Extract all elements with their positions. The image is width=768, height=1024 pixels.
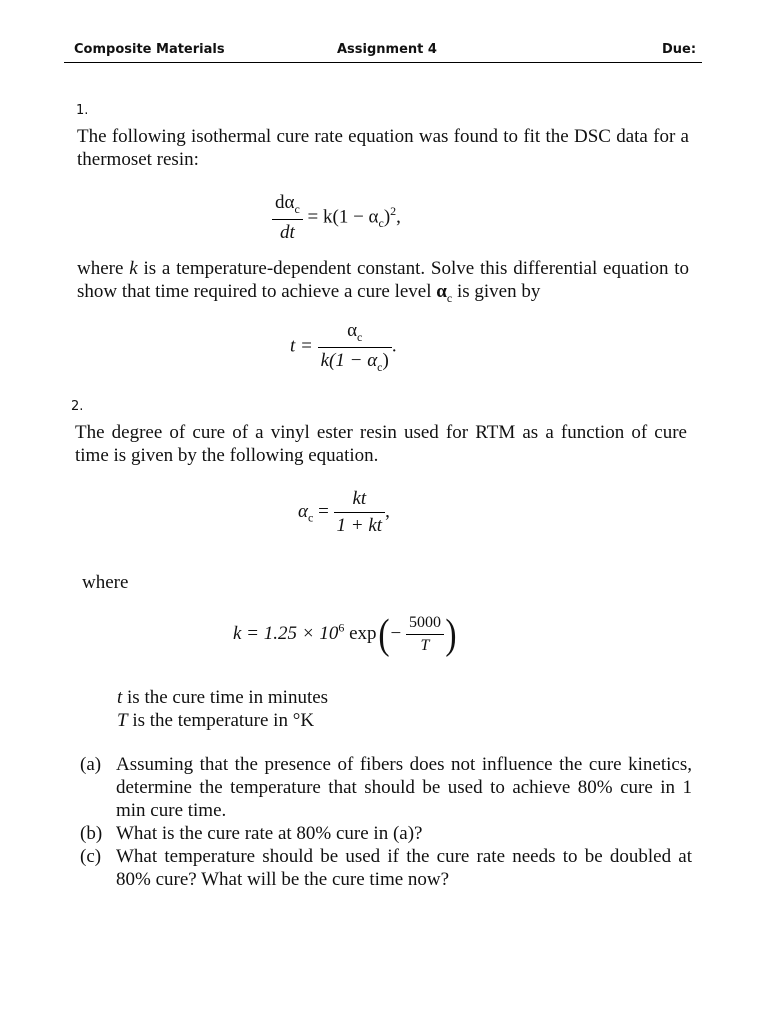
q2-eq2-den: T (420, 637, 430, 654)
q1-body-k: k (129, 258, 138, 279)
page-header (0, 42, 768, 62)
q2-cure-fraction (334, 488, 386, 537)
q1-body-alpha-sub: c (446, 290, 453, 305)
q1-eq1-end: , (396, 206, 401, 228)
q1-body-alpha: α (436, 281, 447, 302)
q1-time-equation (290, 320, 397, 375)
q1-rate-equation (272, 192, 401, 244)
q2-part-b-text: What is the cure rate at 80% cure in (a)? (116, 823, 423, 844)
q2-eq1-den: 1 + kt (336, 515, 383, 536)
assignment-title: Assignment 4 (337, 42, 437, 57)
q1-eq1-rhs-sup: 2 (390, 203, 397, 218)
q1-eq1-num-sub: c (294, 201, 300, 216)
q1-eq2-den-post: ) (382, 349, 389, 371)
question-2-number: 2. (71, 399, 84, 414)
q2-eq1-end: , (385, 500, 390, 522)
question-1-body (77, 257, 689, 310)
q2-part-a (80, 753, 692, 822)
q2-eq1-eq: = (318, 500, 329, 522)
q2-eq2-minus: − (390, 622, 402, 644)
q1-time-fraction (318, 320, 392, 375)
q1-body-part2: is a temperature-dependent constant. Solve this differential equation to show that time required to achieve a cure level (77, 258, 690, 302)
q1-eq1-den: dt (280, 221, 295, 243)
q2-part-b-label: (b) (80, 823, 103, 844)
question-2-intro: The degree of cure of a vinyl ester resin used for RTM as a function of cure time is given by the following equation. (75, 422, 687, 466)
question-1-intro: The following isothermal cure rate equation was found to fit the DSC data for a thermoset resin: (77, 126, 689, 170)
header-rule (64, 62, 702, 63)
q2-eq1-num: kt (352, 488, 367, 509)
q2-where-label: where (82, 572, 129, 593)
question-1-number: 1. (76, 103, 89, 118)
q2-part-c-label: (c) (80, 846, 102, 867)
q2-def-t-var: t (117, 687, 123, 708)
q2-eq2-sup: 6 (338, 620, 345, 635)
q1-eq2-num-sub: c (357, 329, 363, 344)
q1-eq2-end: . (391, 335, 397, 357)
q2-def-T (117, 709, 677, 732)
q2-eq2-num: 5000 (408, 614, 441, 631)
q2-def-T-var: T (117, 710, 128, 731)
q1-eq1-num: dα (275, 192, 295, 213)
q1-eq1-rhs-sub: c (378, 216, 384, 231)
due-label: Due: (662, 42, 697, 57)
q1-rate-fraction (272, 192, 303, 244)
q1-eq2-num: α (347, 320, 358, 341)
q2-eq1-lhs-sub: c (307, 510, 314, 525)
q1-eq1-rhs: = k(1 − α (307, 206, 379, 228)
q2-part-c-text: What temperature should be used if the cure rate needs to be doubled at 80% cure? What will be the cure time now? (116, 846, 692, 890)
course-title: Composite Materials (74, 42, 225, 57)
q2-eq1-lhs: α (298, 500, 308, 522)
q1-eq1-rhs-tail: ) (383, 206, 391, 228)
q2-cure-equation (298, 488, 390, 537)
q2-part-c (80, 845, 692, 891)
q1-body-part3: is given by (456, 281, 541, 302)
q2-def-t-text: is the cure time in minutes (127, 687, 329, 708)
q1-body-part1: where (77, 258, 124, 279)
q2-part-a-label: (a) (80, 754, 102, 775)
q2-part-a-text: Assuming that the presence of fibers does not influence the cure kinetics, determine the temperature that should be used to achieve 80% cure in 1 min cure time. (116, 754, 692, 821)
q2-part-b (80, 822, 692, 845)
q2-exp-fraction (406, 614, 444, 655)
q2-eq2-exp: exp (349, 622, 377, 644)
q1-eq2-den-pre: k(1 − α (320, 349, 378, 371)
q2-eq2-pre: k = 1.25 × 10 (233, 622, 339, 644)
q2-rate-constant-equation: $k = 1.25 \times 10^6$ exp(− $\frac{5000}{T}$ ) (233, 611, 457, 658)
q2-def-T-text: is the temperature in °K (132, 710, 315, 731)
q2-def-t (117, 686, 677, 709)
q2-definitions (117, 686, 677, 732)
q2-parts-list (80, 753, 692, 891)
q1-eq2-lhs: t = (290, 335, 313, 357)
q1-eq2-den-sub: c (377, 359, 383, 374)
